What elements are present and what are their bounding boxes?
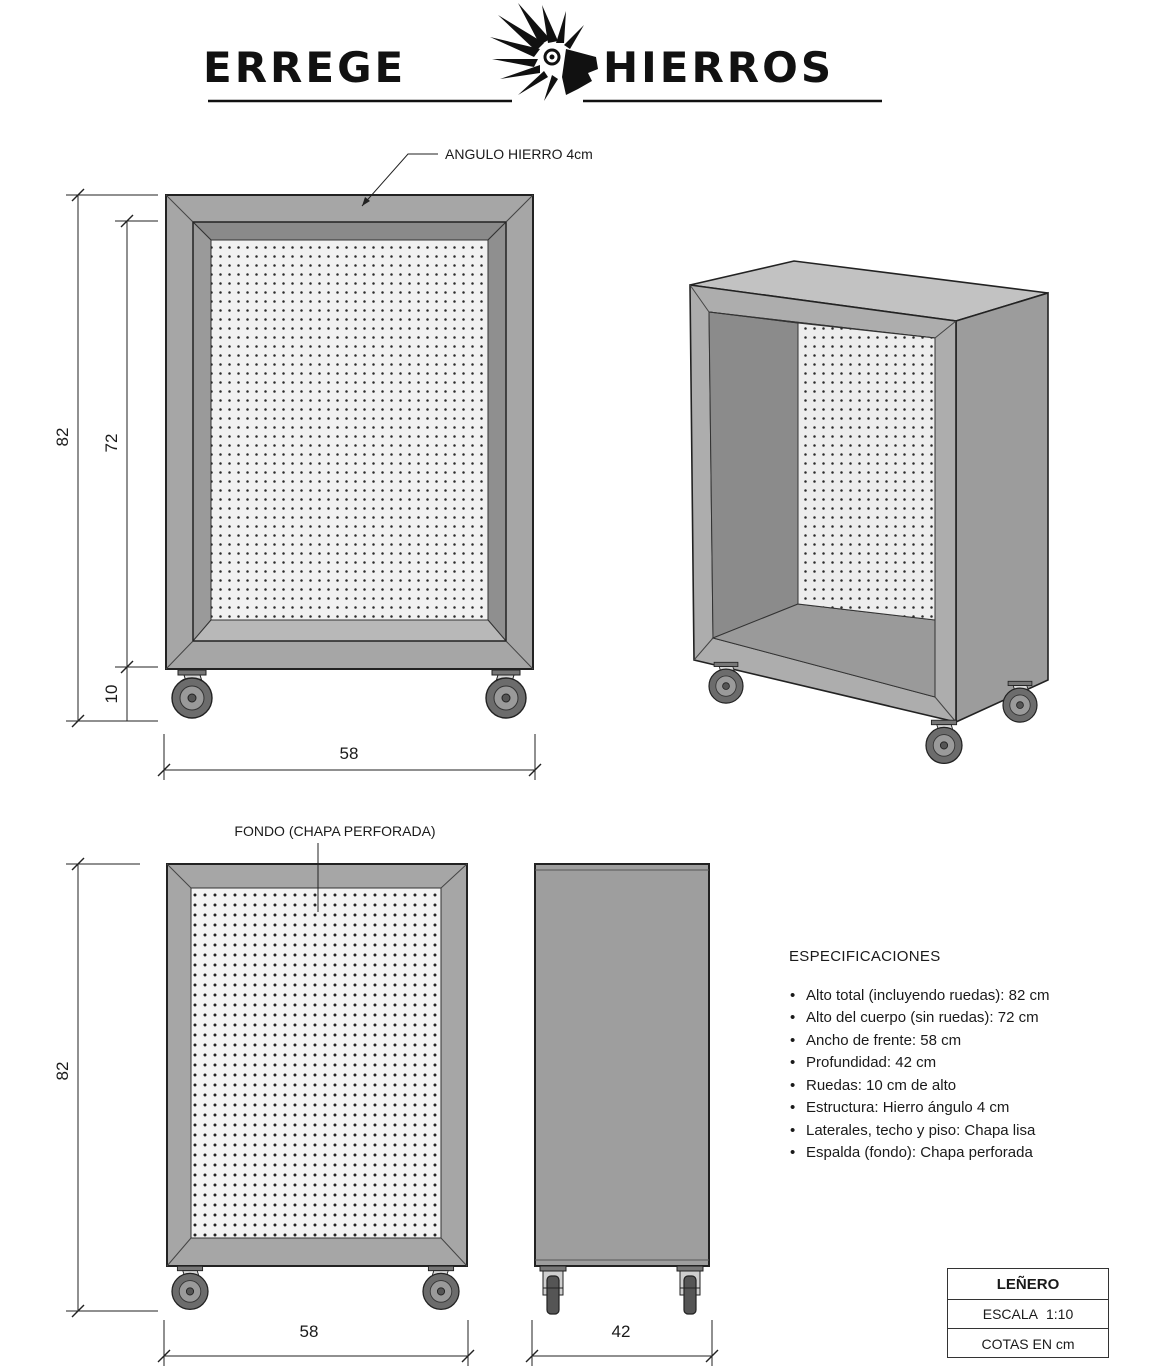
spec-item: • Ancho de frente: 58 cm bbox=[806, 1030, 1129, 1053]
side-view bbox=[526, 864, 718, 1366]
dim-side-depth: 42 bbox=[611, 1322, 631, 1341]
spec-item: • Estructura: Hierro ángulo 4 cm bbox=[806, 1097, 1129, 1120]
brand-header bbox=[203, 3, 882, 101]
dim-front-wheels-height: 10 bbox=[102, 684, 121, 704]
spec-item: • Ruedas: 10 cm de alto bbox=[806, 1075, 1129, 1098]
specifications-list bbox=[789, 985, 1129, 1165]
spec-item: • Laterales, techo y piso: Chapa lisa bbox=[806, 1120, 1129, 1143]
back-view bbox=[53, 823, 474, 1366]
spec-item: • Alto del cuerpo (sin ruedas): 72 cm bbox=[806, 1007, 1129, 1030]
brand-left-word: ERREGE bbox=[203, 43, 407, 92]
front-view bbox=[53, 146, 593, 780]
specifications-panel bbox=[789, 946, 1129, 1165]
title-block bbox=[947, 1268, 1109, 1358]
spec-item: • Alto total (incluyendo ruedas): 82 cm bbox=[806, 985, 1129, 1008]
dim-front-body-height: 72 bbox=[102, 433, 121, 453]
isometric-view bbox=[690, 261, 1048, 763]
units-note: COTAS EN cm bbox=[981, 1335, 1075, 1352]
scale-value: 1:10 bbox=[1046, 1306, 1074, 1322]
specifications-title: ESPECIFICACIONES bbox=[789, 948, 941, 965]
spec-item: • Profundidad: 42 cm bbox=[806, 1052, 1129, 1075]
dim-front-width: 58 bbox=[339, 744, 359, 763]
dim-back-width: 58 bbox=[299, 1322, 319, 1341]
note-frame-material: ANGULO HIERRO 4cm bbox=[445, 146, 593, 162]
spec-item: • Espalda (fondo): Chapa perforada bbox=[806, 1142, 1129, 1165]
dim-back-height: 82 bbox=[53, 1061, 72, 1081]
note-back-panel: FONDO (CHAPA PERFORADA) bbox=[234, 823, 436, 839]
drawing-name: LEÑERO bbox=[948, 1269, 1108, 1300]
scale-label: ESCALA bbox=[982, 1306, 1038, 1322]
scale-row bbox=[948, 1300, 1108, 1329]
dim-front-total-height: 82 bbox=[53, 427, 72, 447]
brand-right-word: HIERROS bbox=[603, 43, 835, 92]
feather-headdress-icon bbox=[490, 3, 598, 101]
